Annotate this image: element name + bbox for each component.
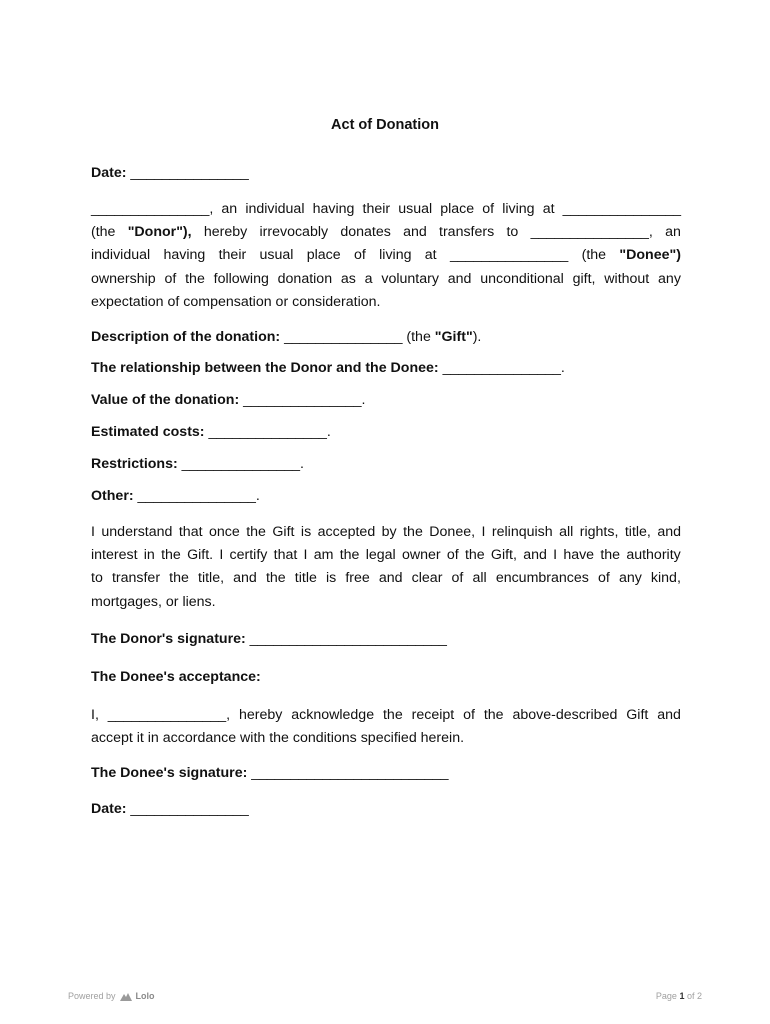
word: _______________, [107, 707, 231, 723]
donee-signature-label: The Donee's signature: [91, 765, 248, 781]
word: and [447, 270, 472, 287]
word: title, [198, 570, 225, 587]
word: having [163, 247, 206, 264]
restrictions-label: Restrictions: [91, 456, 178, 472]
page-label: Page [655, 991, 677, 1001]
word: _______________ [449, 247, 569, 264]
word: their [362, 201, 391, 217]
description-field [91, 326, 681, 349]
word: and [233, 570, 257, 587]
word: above-described [512, 707, 618, 723]
word: individual [245, 201, 305, 217]
word: the [464, 547, 485, 564]
understand-line-1 [91, 521, 681, 544]
word: living [502, 201, 535, 217]
word: title, [624, 524, 651, 540]
gift-term: "Gift" [434, 329, 473, 345]
word: and [523, 547, 547, 564]
lolo-logo-icon [120, 992, 132, 1001]
word: is [300, 524, 312, 540]
word: any [618, 570, 642, 587]
word: interest [91, 547, 138, 564]
word: at [542, 201, 555, 217]
word: by [381, 524, 397, 540]
word: accepted [317, 524, 376, 540]
word: an [665, 224, 681, 241]
word: Donee, [429, 524, 476, 540]
intro-line-5-text: expectation of compensation or consideration. [91, 293, 381, 310]
word: ownership [91, 270, 156, 287]
donor-signature-label: The Donor's signature: [91, 631, 246, 647]
word: _______________, [91, 201, 214, 217]
intro-paragraph [91, 198, 681, 314]
intro-line-4 [91, 268, 681, 291]
word: relinquish [491, 524, 553, 540]
understand-paragraph [91, 521, 681, 614]
word: have [563, 547, 595, 564]
word: the [185, 270, 205, 287]
word: the [403, 524, 423, 540]
word: I [219, 547, 224, 564]
acknowledge-line-2 [91, 727, 681, 750]
word: of [597, 570, 610, 587]
word: in [143, 547, 155, 564]
word: understand [101, 524, 173, 540]
page-total: of 2 [686, 991, 702, 1001]
word: hereby [203, 224, 248, 241]
donee-signature-field [91, 762, 681, 785]
word: of [463, 707, 475, 723]
donee-acceptance-heading: The Donee's acceptance: [91, 669, 261, 685]
word: kind, [650, 570, 681, 587]
word: owner [401, 547, 441, 564]
word: the [339, 547, 360, 564]
word: donation [277, 270, 333, 287]
word: I [303, 547, 308, 564]
word: _______________, [530, 224, 653, 241]
date-label: Date: [91, 165, 127, 181]
relationship-label: The relationship between the Donor and the Donee: [91, 360, 439, 376]
word: (the [581, 247, 607, 264]
date-field-bottom [91, 798, 681, 821]
word: the [382, 707, 403, 723]
intro-line-2 [91, 221, 681, 244]
donee-signature-blank: _________________________ [247, 765, 449, 781]
word: Gift [272, 524, 295, 540]
word: free [345, 570, 370, 587]
word: is [325, 570, 337, 587]
date-blank: _______________ [126, 165, 249, 181]
word: at [424, 247, 437, 264]
word: without [604, 270, 650, 287]
powered-by-footer[interactable] [68, 991, 155, 1001]
word: am [313, 547, 334, 564]
word: place [440, 201, 475, 217]
word: the [483, 707, 504, 723]
understand-line-3 [91, 567, 681, 590]
costs-field [91, 421, 681, 444]
word: an [221, 201, 238, 217]
word: to [506, 224, 519, 241]
word: once [208, 524, 240, 540]
powered-by-label: Powered by [68, 991, 116, 1001]
word: the [169, 570, 189, 587]
word: (the [91, 224, 116, 241]
word: authority [626, 547, 681, 564]
costs-label: Estimated costs: [91, 424, 205, 440]
word: of [353, 247, 366, 264]
word: usual [259, 247, 294, 264]
word: gift, [572, 270, 596, 287]
word: living [379, 247, 412, 264]
word: following [213, 270, 269, 287]
word: the [265, 570, 286, 587]
understand-line-2 [91, 544, 681, 567]
word: unconditional [480, 270, 564, 287]
word: rights, [579, 524, 619, 540]
word: to [91, 570, 103, 587]
word: Gift, [490, 547, 517, 564]
word: any [658, 270, 681, 287]
word: Gift. [187, 547, 214, 564]
acknowledge-paragraph [91, 704, 681, 750]
word: transfer [111, 570, 161, 587]
understand-line-4-text: mortgages, or liens. [91, 593, 216, 610]
word: and [657, 524, 681, 540]
word: donates [340, 224, 391, 241]
date-field-top [91, 162, 681, 185]
word: acknowledge [291, 707, 375, 723]
word: transfers [439, 224, 495, 241]
acknowledge-line-1 [91, 704, 681, 727]
word: I [481, 524, 486, 540]
other-label: Other: [91, 488, 134, 504]
word: hereby [238, 707, 283, 723]
word: that [273, 547, 298, 564]
word: I [553, 547, 558, 564]
intro-line-5 [91, 291, 681, 314]
restrictions-blank: _______________. [177, 456, 304, 472]
brand-name: Lolo [135, 991, 155, 1001]
word: "Donor"), [127, 224, 192, 241]
word: _______________ [562, 201, 681, 217]
word: as [340, 270, 356, 287]
word: of [451, 570, 464, 587]
word: and [403, 224, 427, 241]
word: I [91, 524, 95, 540]
word: all [472, 570, 487, 587]
intro-line-3 [91, 244, 681, 267]
word: irrevocably [259, 224, 329, 241]
relationship-blank: _______________. [438, 360, 565, 376]
description-end: ). [472, 329, 482, 345]
word: place [306, 247, 341, 264]
word: certify [229, 547, 268, 564]
donor-signature-field [91, 628, 681, 651]
word: the [600, 547, 621, 564]
word: voluntary [381, 270, 439, 287]
word: of [446, 547, 459, 564]
word: that [178, 524, 203, 540]
value-label: Value of the donation: [91, 392, 240, 408]
word: I, [91, 707, 99, 723]
word: receipt [411, 707, 455, 723]
description-label: Description of the donation: [91, 329, 281, 345]
word: "Donee") [619, 247, 681, 264]
word: encumbrances [495, 570, 589, 587]
other-blank: _______________. [133, 488, 260, 504]
word: individual [91, 247, 151, 264]
costs-blank: _______________. [204, 424, 331, 440]
word: clear [411, 570, 443, 587]
word: all [559, 524, 574, 540]
date-bottom-label: Date: [91, 801, 127, 817]
word: the [161, 547, 181, 564]
page-current: 1 [679, 991, 685, 1001]
date-bottom-blank: _______________ [126, 801, 249, 817]
restrictions-field [91, 453, 681, 476]
acknowledge-line-2-text: accept it in accordance with the conditions specified herein. [91, 730, 465, 747]
word: title [294, 570, 317, 587]
word: and [657, 707, 681, 723]
word: of [482, 201, 495, 217]
document-title: Act of Donation [331, 117, 439, 133]
word: Gift [626, 707, 649, 723]
word: and [378, 570, 403, 587]
word: legal [365, 547, 396, 564]
understand-line-4 [91, 591, 681, 614]
intro-line-1 [91, 198, 681, 221]
description-blank: _______________ (the [280, 329, 435, 345]
word: usual [398, 201, 433, 217]
value-field [91, 389, 681, 412]
word: their [218, 247, 247, 264]
word: having [312, 201, 355, 217]
word: of [164, 270, 177, 287]
word: a [364, 270, 373, 287]
donor-signature-blank: _________________________ [245, 631, 447, 647]
value-blank: _______________. [239, 392, 366, 408]
page-indicator [656, 991, 702, 1001]
other-field [91, 485, 681, 508]
word: the [246, 524, 266, 540]
relationship-field [91, 357, 681, 380]
